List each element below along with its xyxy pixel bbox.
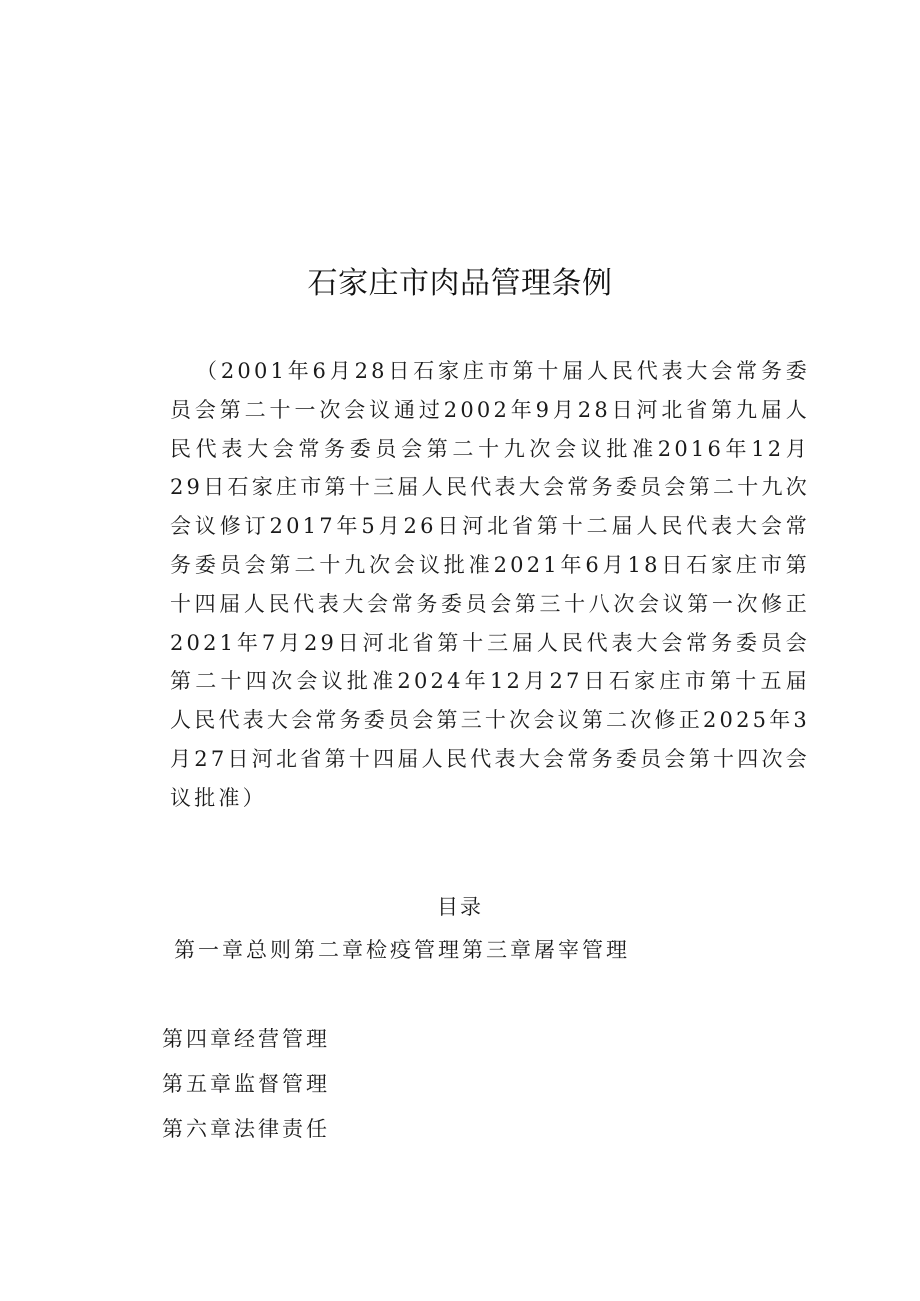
legislative-history-note: （2001年6月28日石家庄市第十届人民代表大会常务委员会第二十一次会议通过2002年9月28日河北省第九届人民代表大会常务委员会第二十九次会议批准2016年12月29日石家庄市第十三届人民代表大会常务委员会第二十九次会议修订2017年5月26日河北省第十二届人民代表大会常务委员会第二十九次会议批准2021年6月18日石家庄市第十四届人民代表大会常务委员会第三十八次会议第一次修正2021年7月29日河北省第十三届人民代表大会常务委员会第二十四次会议批准2024年12月27日石家庄市第十五届人民代表大会常务委员会第三十次会议第二次修正2025年3月27日河北省第十四届人民代表大会常务委员会第十四次会议批准） [170,359,810,810]
toc-item-chapter-4: 第四章经营管理 [162,1027,330,1051]
toc-item-chapter-5: 第五章监督管理 [162,1072,330,1096]
document-title: 石家庄市肉品管理条例 [307,266,613,301]
toc-item-chapter-6: 第六章法律责任 [162,1117,330,1141]
toc-chapter-list [162,1017,330,1152]
toc-first-row: 第一章总则第二章检疫管理第三章屠宰管理 [174,938,630,962]
toc-heading: 目录 [437,895,483,919]
